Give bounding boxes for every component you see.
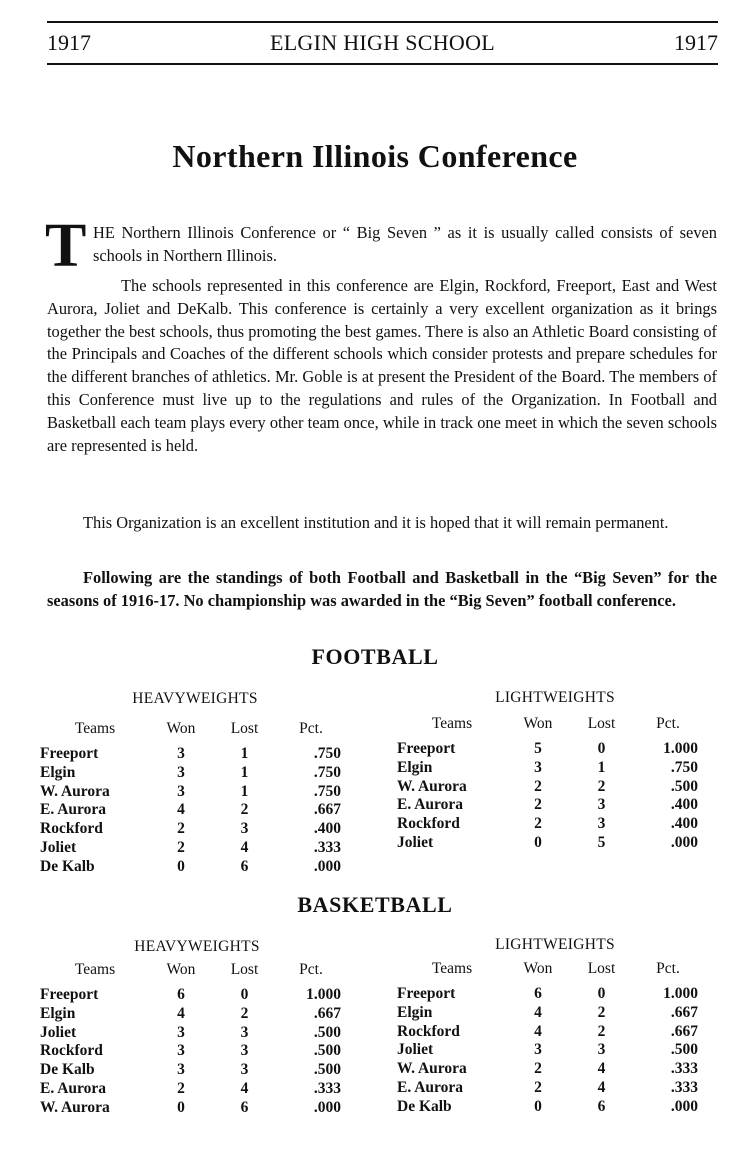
football-heavyweights-table [40,720,345,877]
table-row [40,764,345,783]
lost-cell: 0 [597,985,606,1002]
col-teams: Teams [74,720,116,737]
table-row [40,858,345,877]
team-cell: Joliet [397,1041,434,1059]
lost-cell: 6 [597,1097,606,1115]
won-cell: 0 [534,1097,542,1115]
table-row [397,796,702,815]
won-cell: 3 [177,1023,185,1041]
team-cell: Freeport [40,986,99,1003]
won-cell: 0 [534,833,542,851]
table-header-row [397,960,702,985]
col-pct: Pct. [656,715,680,732]
lost-cell: 3 [597,796,606,814]
table-row [397,1023,702,1042]
team-cell: Rockford [397,815,460,833]
lost-cell: 1 [240,745,249,762]
col-teams: Teams [74,961,116,978]
team-cell: Freeport [397,740,456,757]
table-row [40,801,345,820]
pct-cell: .000 [670,1097,698,1115]
lost-cell: 1 [240,763,249,781]
team-cell: Rockford [397,1022,460,1040]
team-cell: De Kalb [40,1061,95,1079]
col-lost: Lost [230,720,259,737]
lost-cell: 4 [597,1060,606,1078]
drop-cap: T [45,212,87,280]
won-cell: 2 [177,1079,185,1097]
table-row [40,1061,345,1080]
won-cell: 6 [177,986,185,1003]
won-cell: 2 [534,796,542,814]
football-heavy-label: HEAVYWEIGHTS [132,690,258,707]
table-row [397,985,702,1004]
table-row [397,1041,702,1060]
header-year-left: 1917 [47,30,91,55]
lost-cell: 3 [597,1041,606,1059]
pct-cell: .667 [670,1022,698,1040]
won-cell: 5 [534,740,542,757]
intro-paragraph-4: Following are the standings of both Football and Basketball in the “Big Seven” for the seasons of 1916-17. No championship was awarded in the “Big Seven” football conference. [47,568,717,610]
won-cell: 3 [177,1042,185,1060]
won-cell: 2 [534,815,542,833]
table-row [40,820,345,839]
team-cell: W. Aurora [40,782,110,800]
table-row [397,1079,702,1098]
col-pct: Pct. [656,960,680,977]
lost-cell: 2 [240,801,249,819]
table-header-row [40,720,345,745]
table-row [40,986,345,1005]
won-cell: 3 [534,758,542,776]
team-cell: Joliet [40,838,77,856]
col-teams: Teams [431,960,473,977]
lost-cell: 4 [240,838,249,856]
team-cell: E. Aurora [397,1078,464,1096]
pct-cell: .500 [670,1041,698,1059]
team-cell: Elgin [397,1003,433,1021]
header-rule-top [47,21,718,23]
pct-cell: .000 [313,1098,341,1116]
basketball-light-label: LIGHTWEIGHTS [495,936,615,953]
col-lost: Lost [587,715,616,732]
table-row [397,1060,702,1079]
pct-cell: .667 [313,1004,341,1022]
won-cell: 4 [177,1004,185,1022]
lost-cell: 3 [240,1042,249,1060]
team-cell: Freeport [40,745,99,762]
team-cell: Rockford [40,1042,103,1060]
won-cell: 2 [177,820,185,838]
team-cell: Freeport [397,985,456,1002]
team-cell: E. Aurora [40,1079,107,1097]
lost-cell: 0 [240,986,249,1003]
lost-cell: 6 [240,1098,249,1116]
table-row [397,1098,702,1117]
team-cell: Rockford [40,820,103,838]
won-cell: 2 [534,1060,542,1078]
team-cell: W. Aurora [397,1060,467,1078]
table-row [397,778,702,797]
basketball-lightweights-table [397,960,702,1117]
table-header-row [397,715,702,740]
pct-cell: .400 [313,820,341,838]
pct-cell: .333 [670,1060,698,1078]
won-cell: 4 [177,801,185,819]
table-row [40,783,345,802]
pct-cell: .000 [313,857,341,875]
header-year-right: 1917 [674,30,718,55]
lost-cell: 3 [240,1061,249,1079]
won-cell: 6 [534,985,542,1002]
pct-cell: .500 [313,1042,341,1060]
team-cell: E. Aurora [40,801,107,819]
team-cell: W. Aurora [40,1098,110,1116]
col-pct: Pct. [299,961,323,978]
pct-cell: .400 [670,796,698,814]
table-row [40,745,345,764]
won-cell: 3 [177,1061,185,1079]
table-row [40,1042,345,1061]
col-lost: Lost [230,961,259,978]
team-cell: Joliet [40,1023,77,1041]
pct-cell: 1.000 [663,740,698,757]
football-light-label: LIGHTWEIGHTS [495,689,615,706]
pct-cell: .333 [313,838,341,856]
lost-cell: 4 [240,1079,249,1097]
col-won: Won [523,715,553,732]
lost-cell: 1 [240,782,249,800]
team-cell: Elgin [40,1004,76,1022]
team-cell: De Kalb [397,1097,452,1115]
lost-cell: 3 [240,820,249,838]
team-cell: Joliet [397,833,434,851]
table-row [397,815,702,834]
pct-cell: .500 [313,1023,341,1041]
col-won: Won [523,960,553,977]
won-cell: 0 [177,857,185,875]
pct-cell: .750 [313,763,341,781]
won-cell: 2 [177,838,185,856]
intro-paragraph-2: The schools represented in this conference are Elgin, Rockford, Freeport, East and West Aurora, Joliet and DeKalb. This conference is certainly a very excellent organization as it brings together the best schools, thus promoting the best games. There is also an Athletic Board consisting of the Principals and Coaches of the different schools which consider protests and prepare schedules for the different branches of athletics. Mr. Goble is at present the President of the Board. The members of this Conference must live up to the regulations and rules of the Organization. In Football and Basketball each team plays every other team once, while in track one meet in which the seven schools are represented is held. [47,276,717,455]
won-cell: 0 [177,1098,185,1116]
col-teams: Teams [431,715,473,732]
table-row [397,834,702,853]
pct-cell: .667 [313,801,341,819]
intro-paragraph-3: This Organization is an excellent institution and it is hoped that it will remain permanent. [83,513,669,532]
col-won: Won [166,961,196,978]
pct-cell: .750 [313,745,341,762]
won-cell: 3 [177,763,185,781]
pct-cell: .333 [670,1078,698,1096]
page-title: Northern Illinois Conference [172,138,578,174]
header-rule-bottom [47,63,718,65]
table-header-row [40,961,345,986]
won-cell: 4 [534,1022,542,1040]
col-won: Won [166,720,196,737]
won-cell: 3 [177,745,185,762]
pct-cell: .333 [313,1079,341,1097]
header-school-name: ELGIN HIGH SCHOOL [269,30,496,55]
table-row [40,1080,345,1099]
table-row [397,740,702,759]
pct-cell: 1.000 [306,986,341,1003]
football-heading: FOOTBALL [311,644,439,669]
lost-cell: 2 [597,777,606,795]
pct-cell: 1.000 [663,985,698,1002]
football-lightweights-table [397,715,702,853]
table-row [40,1024,345,1043]
basketball-heading: BASKETBALL [297,892,453,917]
col-pct: Pct. [299,720,323,737]
won-cell: 3 [177,782,185,800]
lost-cell: 2 [240,1004,249,1022]
team-cell: Elgin [40,763,76,781]
lost-cell: 5 [597,833,606,851]
lost-cell: 2 [597,1003,606,1021]
intro-paragraph-1: HE Northern Illinois Conference or “ Big Seven ” as it is usually called consists of seven schools in Northern Illinois. [93,223,717,265]
lost-cell: 3 [240,1023,249,1041]
table-row [40,1099,345,1118]
won-cell: 2 [534,777,542,795]
lost-cell: 2 [597,1022,606,1040]
won-cell: 3 [534,1041,542,1059]
basketball-heavy-label: HEAVYWEIGHTS [134,938,260,955]
lost-cell: 0 [597,740,606,757]
pct-cell: .667 [670,1003,698,1021]
pct-cell: .000 [670,833,698,851]
col-lost: Lost [587,960,616,977]
running-header [47,30,718,60]
pct-cell: .750 [313,782,341,800]
pct-cell: .400 [670,815,698,833]
lost-cell: 1 [597,758,606,776]
won-cell: 4 [534,1003,542,1021]
basketball-heavyweights-table [40,961,345,1118]
lost-cell: 4 [597,1078,606,1096]
table-row [397,1004,702,1023]
team-cell: E. Aurora [397,796,464,814]
lost-cell: 3 [597,815,606,833]
team-cell: Elgin [397,758,433,776]
team-cell: W. Aurora [397,777,467,795]
team-cell: De Kalb [40,857,95,875]
pct-cell: .500 [670,777,698,795]
won-cell: 2 [534,1078,542,1096]
table-row [40,839,345,858]
table-row [397,759,702,778]
lost-cell: 6 [240,857,249,875]
pct-cell: .500 [313,1061,341,1079]
table-row [40,1005,345,1024]
pct-cell: .750 [670,758,698,776]
